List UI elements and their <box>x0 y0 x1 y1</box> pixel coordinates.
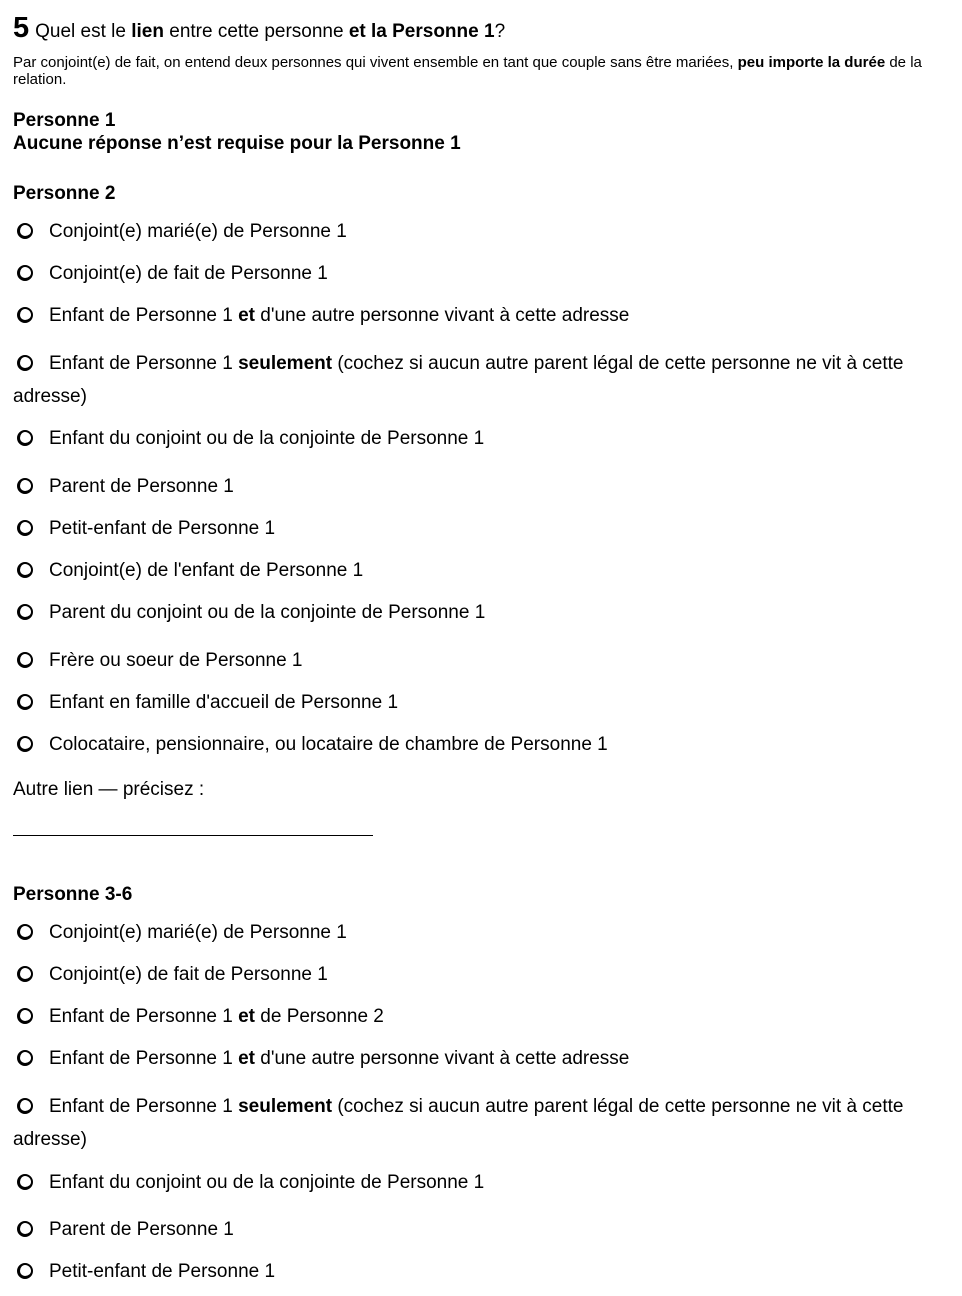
p2-option-sibling[interactable] <box>13 644 953 677</box>
p2-option-stepchild[interactable] <box>13 422 953 455</box>
question-text-part: entre cette personne <box>163 21 349 42</box>
p2-option-parent-in-law[interactable] <box>13 596 953 629</box>
question-heading <box>13 12 953 45</box>
option-label: Conjoint(e) de l'enfant de Personne 1 <box>49 560 364 581</box>
p2-option-child-spouse[interactable] <box>13 554 953 587</box>
option-label: d'une autre personne vivant à cette adresse <box>255 1048 630 1069</box>
option-label: Enfant de Personne 1 <box>49 305 239 326</box>
option-label: Enfant du conjoint ou de la conjointe de Personne 1 <box>49 428 485 449</box>
option-label: Parent du conjoint ou de la conjointe de Personne 1 <box>49 602 486 623</box>
option-label: Enfant du conjoint ou de la conjointe de Personne 1 <box>49 1172 485 1193</box>
radio-button[interactable] <box>17 307 33 323</box>
person1-subtitle: Aucune réponse n’est requise pour la Personne 1 <box>13 133 461 154</box>
radio-button[interactable] <box>17 694 33 710</box>
p36-option-grandchild[interactable] <box>13 1255 953 1288</box>
question-text-bold-lien: lien <box>131 21 164 42</box>
question-mark: ? <box>494 21 506 42</box>
option-label: de Personne 2 <box>255 1006 384 1027</box>
option-label: (cochez si aucun autre parent légal de cette personne ne vit à cette adresse) <box>13 1096 904 1150</box>
option-label: (cochez si aucun autre parent légal de cette personne ne vit à cette adresse) <box>13 353 904 407</box>
radio-button[interactable] <box>17 430 33 446</box>
p2-other-label: Autre lien — précisez : <box>13 779 205 800</box>
p2-option-grandchild[interactable] <box>13 512 953 545</box>
option-label-bold: seulement <box>238 353 333 374</box>
option-label: Enfant de Personne 1 <box>49 1096 239 1117</box>
person1-title: Personne 1 <box>13 110 116 131</box>
p36-option-common-law[interactable] <box>13 958 953 991</box>
definition-note <box>13 54 953 88</box>
option-label: Colocataire, pensionnaire, ou locataire de chambre de Personne 1 <box>49 734 608 755</box>
radio-button[interactable] <box>17 265 33 281</box>
option-label-bold: seulement <box>238 1096 333 1117</box>
question-text <box>35 21 505 42</box>
p36-option-child-and-other[interactable] <box>13 1042 953 1075</box>
option-label: Conjoint(e) marié(e) de Personne 1 <box>49 221 347 242</box>
option-label: Enfant de Personne 1 <box>49 1048 239 1069</box>
radio-button[interactable] <box>17 736 33 752</box>
person36-title: Personne 3-6 <box>13 884 133 905</box>
question-text-part: Quel est le <box>35 21 132 42</box>
p36-option-child-p1-p2[interactable] <box>13 1000 953 1033</box>
radio-button[interactable] <box>17 652 33 668</box>
radio-button[interactable] <box>17 1050 33 1066</box>
person2-title: Personne 2 <box>13 183 116 204</box>
p2-option-foster-child[interactable] <box>13 686 953 719</box>
radio-button[interactable] <box>17 1221 33 1237</box>
option-label: Conjoint(e) de fait de Personne 1 <box>49 964 328 985</box>
radio-button[interactable] <box>17 924 33 940</box>
p36-option-parent[interactable] <box>13 1213 953 1246</box>
radio-button[interactable] <box>17 1008 33 1024</box>
option-label-bold: et <box>238 1048 255 1069</box>
p2-option-roommate[interactable] <box>13 728 953 761</box>
option-label-bold: et <box>238 1006 255 1027</box>
question-text-bold-person: et la Personne 1 <box>348 21 495 42</box>
p2-option-common-law[interactable] <box>13 257 953 290</box>
option-label-bold: et <box>238 305 255 326</box>
radio-button[interactable] <box>17 966 33 982</box>
option-label: Conjoint(e) de fait de Personne 1 <box>49 263 328 284</box>
p36-option-stepchild[interactable] <box>13 1166 953 1199</box>
radio-button[interactable] <box>17 1174 33 1190</box>
option-label: Parent de Personne 1 <box>49 1219 234 1240</box>
note-end: de la relation. <box>13 54 922 88</box>
p2-option-child-and-other[interactable] <box>13 299 953 332</box>
p2-option-parent[interactable] <box>13 470 953 503</box>
radio-button[interactable] <box>17 604 33 620</box>
p36-option-child-only[interactable] <box>13 1090 953 1156</box>
radio-button[interactable] <box>17 478 33 494</box>
radio-button[interactable] <box>17 355 33 371</box>
option-label: Enfant de Personne 1 <box>49 1006 239 1027</box>
option-label: Enfant en famille d'accueil de Personne 1 <box>49 692 399 713</box>
p2-other-input-line[interactable] <box>13 835 373 836</box>
radio-button[interactable] <box>17 562 33 578</box>
radio-button[interactable] <box>17 1263 33 1279</box>
option-label: Petit-enfant de Personne 1 <box>49 518 276 539</box>
option-label: Frère ou soeur de Personne 1 <box>49 650 303 671</box>
note-text: Par conjoint(e) de fait, on entend deux personnes qui vivent ensemble en tant que couple sans être mariées, <box>13 54 738 71</box>
p2-option-married-spouse[interactable] <box>13 215 953 248</box>
option-label: Petit-enfant de Personne 1 <box>49 1261 276 1282</box>
radio-button[interactable] <box>17 223 33 239</box>
question-number: 5 <box>13 12 30 44</box>
option-label: Conjoint(e) marié(e) de Personne 1 <box>49 922 347 943</box>
p2-option-child-only[interactable] <box>13 347 953 413</box>
option-label: Enfant de Personne 1 <box>49 353 239 374</box>
p36-option-married-spouse[interactable] <box>13 916 953 949</box>
radio-button[interactable] <box>17 520 33 536</box>
radio-button[interactable] <box>17 1098 33 1114</box>
option-label: d'une autre personne vivant à cette adresse <box>255 305 630 326</box>
option-label: Parent de Personne 1 <box>49 476 234 497</box>
note-bold: peu importe la durée <box>737 54 886 71</box>
